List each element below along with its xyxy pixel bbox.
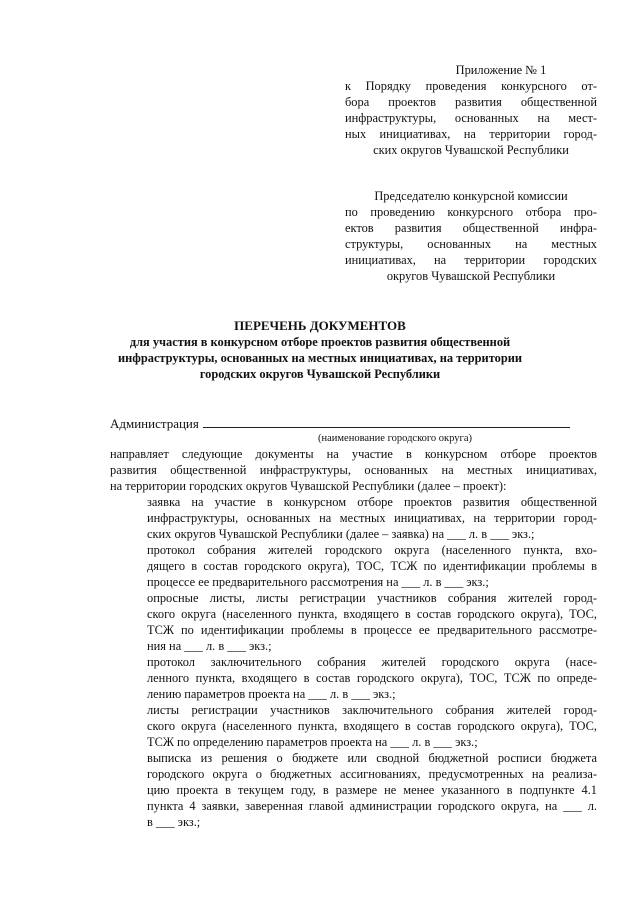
body-line: ния на ___ л. в ___ экз.; xyxy=(147,639,272,653)
body-line: городского округа о бюджетных ассигнованиях, предусмотренных на реализа- xyxy=(147,767,597,781)
addressee-line: инициативах, на территории городских xyxy=(345,253,597,267)
body-line: протокол заключительного собрания жителей городского округа (насе- xyxy=(147,655,597,669)
body-line: выписка из решения о бюджете или сводной бюджетной росписи бюджета xyxy=(147,751,597,765)
addressee-line: округов Чувашской Республики xyxy=(386,269,556,283)
title-subline: инфраструктуры, основанных на местных инициативах, на территории xyxy=(118,351,522,365)
body-paragraph xyxy=(110,750,597,830)
addressee-line: ектов развития общественной инфра- xyxy=(345,221,597,235)
annex-line: ских округов Чувашской Республики xyxy=(373,143,569,157)
title-main: ПЕРЕЧЕНЬ ДОКУМЕНТОВ xyxy=(234,318,406,333)
document-body xyxy=(110,446,597,830)
annex-line: к Порядку проведения конкурсного от- xyxy=(345,79,597,93)
addressee-line: Председателю конкурсной комиссии xyxy=(374,189,568,203)
administration-hint: (наименование городского округа) xyxy=(318,433,472,444)
body-paragraph xyxy=(110,494,597,542)
body-line: ских округов Чувашской Республики (далее – заявка) на ___ л. в ___ экз.; xyxy=(147,527,535,541)
body-line: протокол собрания жителей городского округа (населенного пункта, вхо- xyxy=(147,543,597,557)
body-paragraph xyxy=(110,654,597,702)
document-title xyxy=(110,318,530,382)
body-paragraph xyxy=(110,446,597,494)
body-line: ского округа (населенного пункта, входящего в состав городского округа), ТОС, xyxy=(147,607,597,621)
body-line: в ___ экз.; xyxy=(147,815,201,829)
administration-label: Администрация xyxy=(110,416,199,431)
title-subline: для участия в конкурсном отборе проектов развития общественной xyxy=(129,335,511,349)
body-line: процессе ее предварительного рассмотрения на ___ л. в ___ экз.; xyxy=(147,575,489,589)
annex-line: бора проектов развития общественной xyxy=(345,95,597,109)
addressee-line: структуры, основанных на местных xyxy=(345,237,597,251)
body-line: заявка на участие в конкурсном отборе проектов развития общественной xyxy=(147,495,597,509)
body-paragraph xyxy=(110,590,597,654)
addressee-line: по проведению конкурсного отбора про- xyxy=(345,205,597,219)
annex-block xyxy=(345,62,597,158)
body-line: дящего в состав городского округа), ТОС, ТСЖ по идентификации проблемы в xyxy=(147,559,597,573)
body-paragraph xyxy=(110,542,597,590)
body-line: на территории городских округов Чувашской Республики (далее – проект): xyxy=(110,479,507,493)
body-line: инфраструктуры, основанных на местных инициативах, на территории город- xyxy=(147,511,597,525)
annex-line: инфраструктуры, основанных на мест- xyxy=(345,111,597,125)
body-line: ского округа (населенного пункта, входящего в состав городского округа), ТОС, xyxy=(147,719,597,733)
body-line: ленного пункта, входящего в состав городского округа), ТОС, ТСЖ по опреде- xyxy=(147,671,597,685)
title-subline: городских округов Чувашской Республики xyxy=(199,367,441,381)
annex-line: ных инициативах, на территории город- xyxy=(345,127,597,141)
annex-number: Приложение № 1 xyxy=(455,63,547,77)
administration-fill-line xyxy=(203,414,570,428)
addressee-block xyxy=(345,188,597,284)
body-line: опросные листы, листы регистрации участников собрания жителей город- xyxy=(147,591,597,605)
body-line: ТСЖ по идентификации проблемы в процессе ее предварительного рассмотре- xyxy=(147,623,597,637)
body-line: листы регистрации участников заключительного собрания жителей город- xyxy=(147,703,597,717)
body-line: цию проекта в текущем году, в размере не менее указанного в подпункте 4.1 xyxy=(147,783,597,797)
body-paragraph xyxy=(110,702,597,750)
body-line: пункта 4 заявки, заверенная главой администрации городского округа, на ___ л. xyxy=(147,799,597,813)
body-line: развития общественной инфраструктуры, основанных на местных инициативах, xyxy=(110,463,597,477)
body-line: лению параметров проекта на ___ л. в ___ экз.; xyxy=(147,687,396,701)
body-line: направляет следующие документы на участие в конкурсном отборе проектов xyxy=(110,447,597,461)
administration-row xyxy=(110,414,605,432)
body-line: ТСЖ по определению параметров проекта на ___ л. в ___ экз.; xyxy=(147,735,478,749)
